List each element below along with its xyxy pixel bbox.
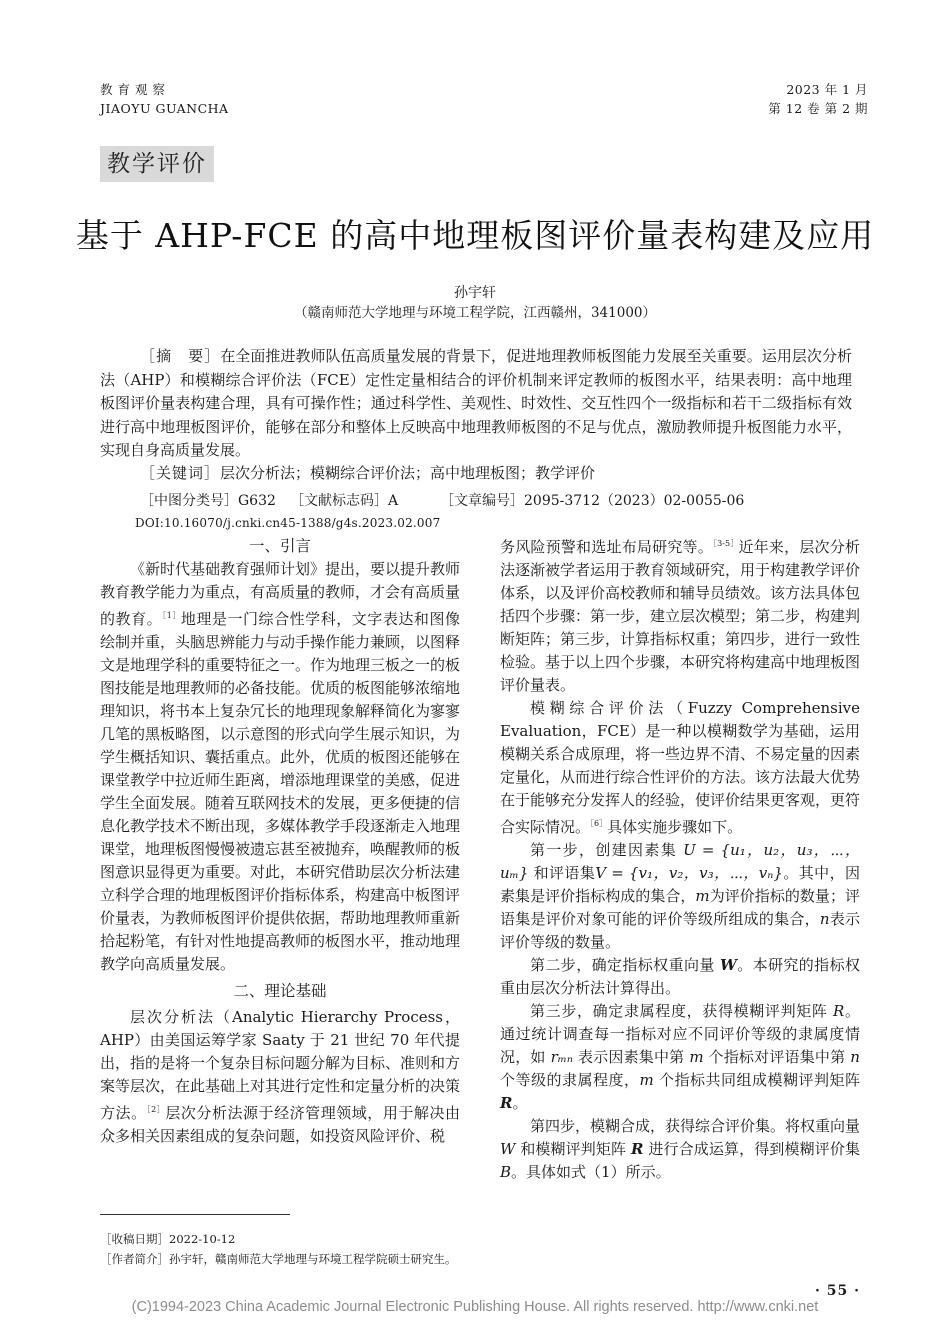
heading-theory: 二、理论基础 [233, 982, 327, 1000]
var-m: m [695, 887, 710, 905]
var-R-bold: R [500, 1094, 513, 1112]
section-tag: 教学评价 [100, 146, 214, 182]
var-W: W [719, 956, 737, 974]
classification-line [140, 490, 852, 512]
journal-name-en: JIAOYU GUANCHA [100, 101, 229, 116]
paragraph-ahp [100, 1006, 460, 1148]
step4-text-a: 第四步，模糊合成，获得综合评价集。将权重向量 [530, 1117, 861, 1135]
citation-3-5: ［3-5］ [712, 539, 739, 548]
paragraph-step-2 [500, 954, 860, 1000]
ahp-text-a: 层次分析法（Analytic Hierarchy Process，AHP）由美国运筹学家 Saaty 于 21 世纪 70 年代提出，指的是将一个复杂目标问题分解为目标、准则和方案等层次，在此基础上对其进行定性和定量分析的决策方法。 [100, 1008, 461, 1122]
footnote-rule [100, 1214, 290, 1215]
fce-text-b: 具体实施步骤如下。 [607, 818, 743, 836]
abstract-text: 在全面推进教师队伍高质量发展的背景下，促进地理教师板图能力发展至关重要。运用层次分析法（AHP）和模糊综合评价法（FCE）定性定量相结合的评价机制来评定教师的板图水平，结果表明：高中地理板图评价量表构建合理，具有可操作性；通过科学性、美观性、时效性、交互性四个一级指标和若干二级指标有效进行高中地理板图评价，能够在部分和整体上反映高中地理教师板图的不足与优点，激励教师提升板图能力水平，实现自身高质量发展。 [100, 347, 852, 459]
author-bio: 孙宇轩，赣南师范大学地理与环境工程学院硕士研究生。 [169, 1252, 457, 1266]
fce-text-a: 模糊综合评价法（Fuzzy Comprehensive Evaluation，FCE）是一种以模糊数学为基础，运用模糊关系合成原理，将一些边界不清、不易定量的因素定量化，从而进行综合性评价的方法。该方法最大优势在于能够充分发挥人的经验，使评价结果更客观，更符合实际情况。 [500, 699, 861, 836]
var-R: R [833, 1002, 845, 1020]
author-name: 孙宇轩 [454, 285, 496, 301]
journal-name-cn: 教 育 观 察 [100, 82, 166, 97]
var-m-2: m [689, 1048, 704, 1066]
issue-date: 2023 年 1 月 [786, 82, 868, 97]
received-date: 2022-10-12 [169, 1232, 236, 1246]
step3-text-c: 表示因素集中第 [577, 1048, 685, 1066]
footnote-received [100, 1230, 235, 1248]
step4-text-d: 。具体如式（1）所示。 [511, 1163, 671, 1181]
var-R-2: R [631, 1140, 644, 1158]
paragraph-fce [500, 697, 860, 839]
ahp-cont-text-a: 务风险预警和选址布局研究等。 [500, 538, 713, 556]
clc-label: ［中图分类号］ [140, 493, 238, 509]
var-rmn: rₘₙ [550, 1048, 574, 1066]
intro-text-a: 《新时代基础教育强师计划》提出，要以提升教师教育教学能力为重点，有高质量的教师，才会有高质量的教育。 [100, 560, 461, 628]
keywords [140, 462, 852, 485]
step3-text-a: 第三步，确定隶属程度，获得模糊评判矩阵 [530, 1002, 828, 1020]
right-column [500, 532, 860, 1184]
journal-header-right [768, 80, 868, 118]
citation-1: ［1］ [162, 611, 181, 620]
author-bio-label: ［作者简介］ [100, 1252, 169, 1266]
paragraph-step-1 [500, 839, 860, 954]
step1-text-b: 和评语集 [533, 864, 596, 882]
article-no: 2095-3712（2023）02-0055-06 [524, 493, 745, 509]
received-label: ［收稿日期］ [100, 1232, 169, 1246]
factor-set-formula: U = {u₁，u₂，u₃，⋯，uₘ} [500, 841, 860, 882]
article-no-group [440, 490, 744, 512]
abstract-label: ［摘 要］ [140, 347, 221, 365]
left-column [100, 534, 460, 1148]
article-no-label: ［文章编号］ [440, 493, 524, 509]
step4-text-b: 和模糊评判矩阵 [520, 1140, 627, 1158]
doc-code: A [388, 493, 399, 509]
keywords-text: 层次分析法；模糊综合评价法；高中地理板图；教学评价 [220, 464, 596, 482]
clc-group [140, 490, 290, 512]
comment-set-formula: V = {v₁，v₂，v₃，⋯，vₙ} [595, 864, 783, 882]
abstract [100, 345, 852, 463]
citation-6: ［6］ [590, 819, 608, 828]
step1-text-c: 。其中，因素集是评价指标构成的集合， [500, 864, 860, 905]
footnote-author [100, 1250, 457, 1268]
paragraph-intro [100, 558, 460, 976]
heading-introduction: 一、引言 [248, 537, 311, 555]
article-title: 基于 AHP-FCE 的高中地理板图评价量表构建及应用 [75, 216, 875, 255]
intro-text-b: 地理是一门综合性学科，文字表达和图像绘制并重，头脑思辨能力与动手操作能力兼顾，以图释文是地理学科的重要特征之一。作为地理三板之一的板图技能是地理教师的必备技能。优质的板图能够浓缩地理知识，将书本上复杂冗长的地理现象解释简化为寥寥几笔的黑板略图，以示意图的形式向学生展示知识，为学生概括知识、囊括重点。此外，优质的板图还能够在课堂教学中拉近师生距离，增添地理课堂的美感，促进学生全面发展。随着互联网技术的发展，更多便捷的信息化教学技术不断出现，多媒体教学手段逐渐走入地理课堂，地理板图慢慢被遗忘甚至被抛弃，唤醒教师的板图意识显得更为重要。对此，本研究借助层次分析法建立科学合理的地理板图评价指标体系，构建高中板图评价量表，为教师板图评价提供依据，帮助地理教师重新拾起粉笔，有针对性地提高教师的板图水平，推动地理教学向高质量发展。 [100, 610, 461, 973]
var-m-3: m [639, 1071, 654, 1089]
step3-text-f: 个指标共同组成模糊评判矩阵 [659, 1071, 860, 1089]
var-n: n [819, 910, 830, 928]
step3-text-d: 个指标对评语集中第 [708, 1048, 846, 1066]
step3-text-b: 。通过统计调查每一指标对应不同评价等级的隶属度情况，如 [500, 1002, 860, 1066]
step1-text-a: 第一步，创建因素集 [530, 841, 678, 859]
step2-text-a: 第二步，确定指标权重向量 [530, 956, 715, 974]
step4-text-c: 进行合成运算，得到模糊评价集 [648, 1140, 860, 1158]
ahp-text-b: 层次分析法源于经济管理领域，用于解决由众多相关因素组成的复杂问题，如投资风险评价、税 [100, 1104, 460, 1145]
keywords-label: ［关键词］ [140, 464, 221, 482]
author-affiliation: （赣南师范大学地理与环境工程学院，江西赣州，341000） [293, 305, 657, 321]
doc-code-label: ［文献标志码］ [290, 493, 388, 509]
paragraph-step-3 [500, 1000, 860, 1115]
step2-text-b: 。本研究的指标权重由层次分析法计算得出。 [500, 956, 860, 997]
step3-text-g: 。 [512, 1094, 528, 1112]
step1-text-e: 表示评价等级的数量。 [500, 910, 860, 951]
issue-volume: 第 12 卷 第 2 期 [768, 101, 868, 116]
citation-2: ［2］ [146, 1105, 166, 1114]
clc-code: G632 [238, 493, 276, 509]
doi: DOI:10.16070/j.cnki.cn45-1388/g4s.2023.02.007 [135, 516, 441, 530]
copyright-notice: (C)1994-2023 China Academic Journal Electronic Publishing House. All rights reserved. http://www.cnki.net [131, 1299, 819, 1315]
page-number: · 55 · [815, 1283, 860, 1299]
doc-code-group [290, 490, 440, 512]
step3-text-e: 个等级的隶属程度， [500, 1071, 640, 1089]
var-W-2: W [500, 1140, 516, 1158]
var-B: B [500, 1163, 512, 1181]
var-n-2: n [850, 1048, 860, 1066]
paragraph-step-4 [500, 1115, 860, 1184]
journal-header-left [100, 80, 229, 118]
paragraph-ahp-cont [500, 532, 860, 697]
ahp-cont-text-b: 近年来，层次分析法逐渐被学者运用于教育领域研究，用于构建教学评价体系，以及评价高校教师和辅导员绩效。该方法具体包括四个步骤：第一步，建立层次模型；第二步，构建判断矩阵；第三步，计算指标权重；第四步，进行一致性检验。基于以上四个步骤，本研究将构建高中地理板图评价量表。 [500, 538, 861, 694]
step1-text-d: 为评价指标的数量；评语集是评价对象可能的评价等级所组成的集合， [500, 887, 860, 928]
